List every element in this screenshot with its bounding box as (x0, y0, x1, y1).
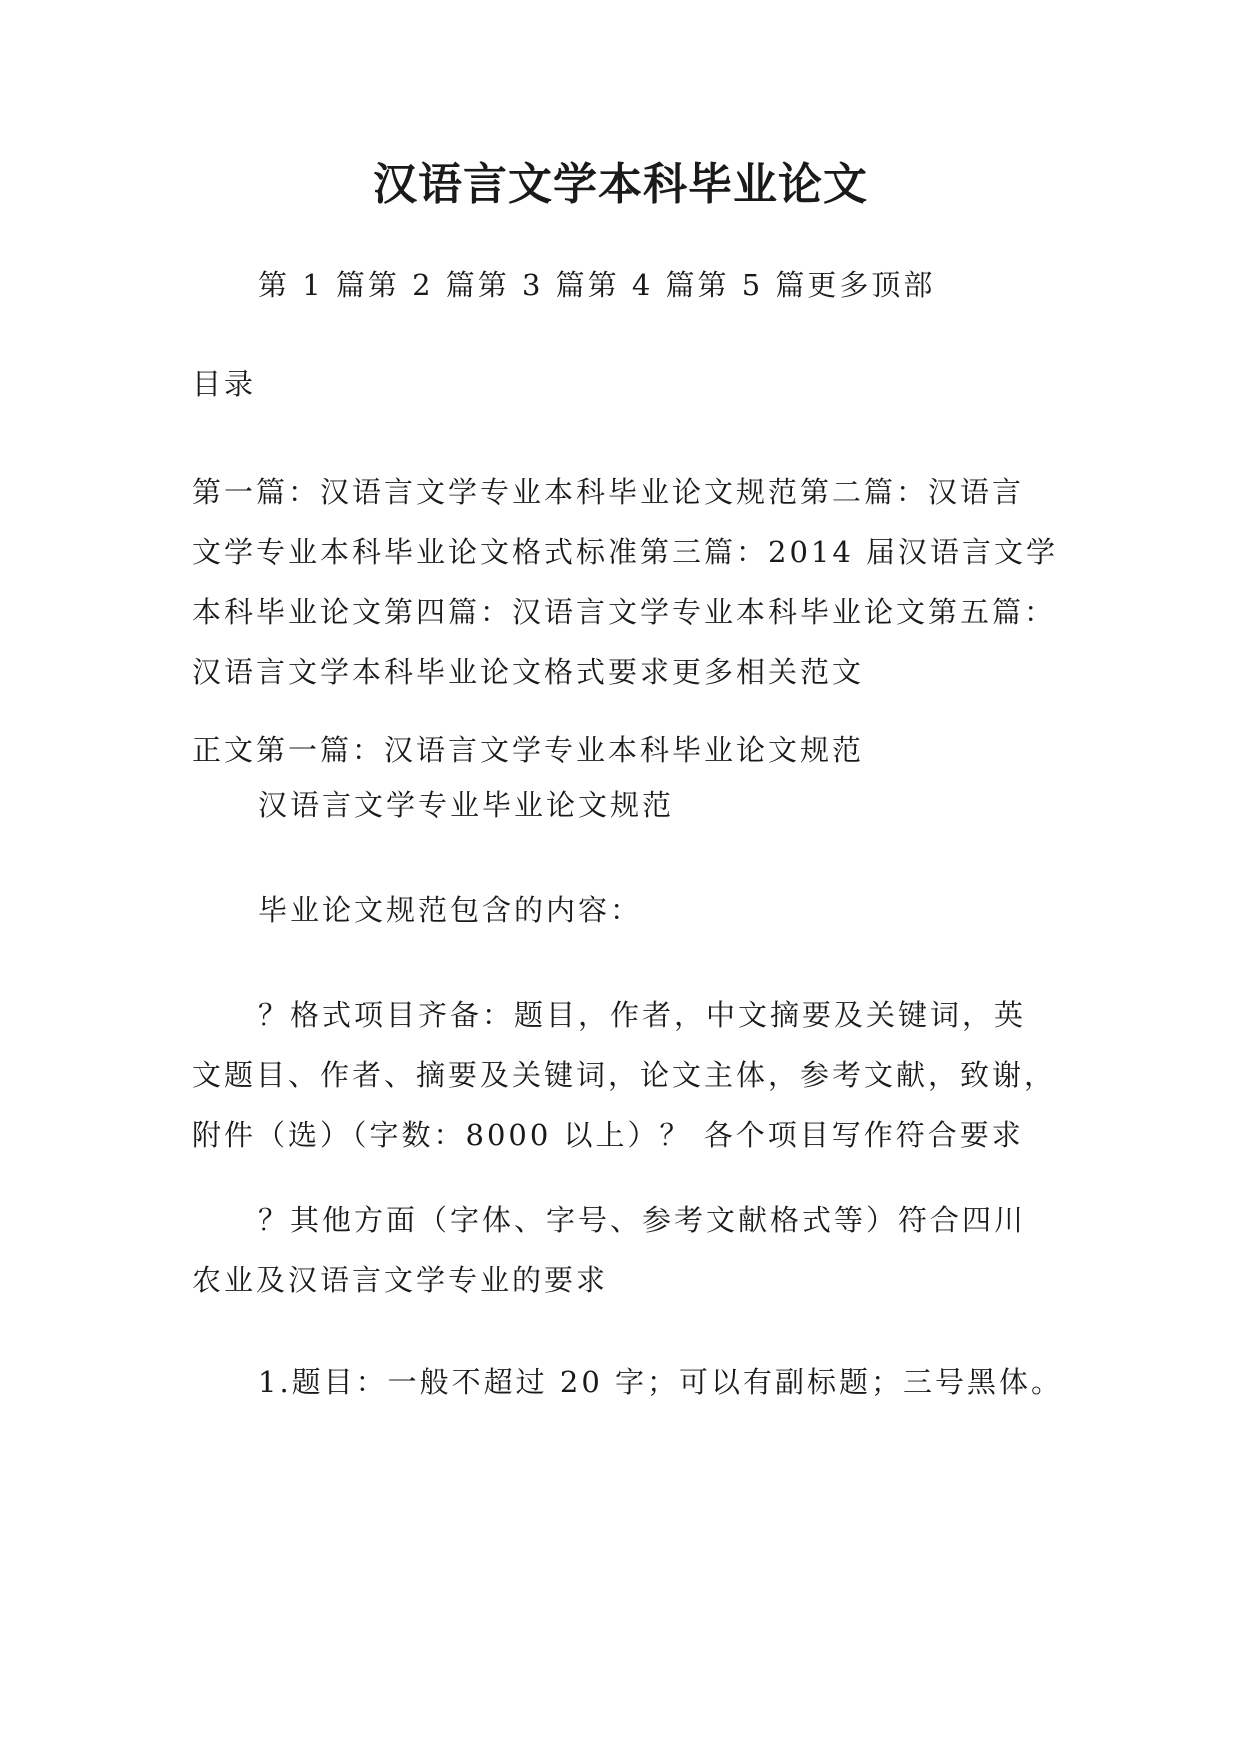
item-line: 文题目、作者、摘要及关键词，论文主体，参考文献，致谢， (192, 1058, 1057, 1092)
item-line: 农业及汉语言文学专业的要求 (192, 1263, 609, 1297)
toc-line: 文学专业本科毕业论文格式标准第三篇：2014 届汉语言文学 (192, 535, 1059, 569)
toc-line: 第一篇：汉语言文学专业本科毕业论文规范第二篇：汉语言 (192, 475, 1025, 509)
toc-line: 汉语言文学本科毕业论文格式要求更多相关范文 (192, 655, 865, 689)
content-intro: 毕业论文规范包含的内容： (258, 893, 643, 927)
nav-links[interactable]: 第 1 篇第 2 篇第 3 篇第 4 篇第 5 篇更多顶部 (258, 268, 936, 302)
item-line: 附件（选）（字数：8000 以上）？ 各个项目写作符合要求 (192, 1118, 1024, 1152)
section-heading: 正文第一篇：汉语言文学专业本科毕业论文规范 (192, 733, 865, 767)
nav-links-line[interactable] (258, 263, 1138, 307)
item-line: ？其他方面（字体、字号、参考文献格式等）符合四川 (258, 1203, 1027, 1237)
document-title: 汉语言文学本科毕业论文 (373, 159, 868, 210)
section-subtitle: 汉语言文学专业毕业论文规范 (258, 788, 675, 822)
toc-heading: 目录 (192, 367, 257, 401)
item-format-requirements (192, 985, 1072, 1165)
item-line: ？格式项目齐备：题目，作者，中文摘要及关键词，英 (258, 998, 1027, 1032)
item-other-requirements (192, 1190, 1072, 1310)
toc-list (192, 462, 1072, 702)
item-title-rule: 1.题目：一般不超过 20 字；可以有副标题；三号黑体。 (258, 1365, 1064, 1399)
toc-line: 本科毕业论文第四篇：汉语言文学专业本科毕业论文第五篇： (192, 595, 1057, 629)
